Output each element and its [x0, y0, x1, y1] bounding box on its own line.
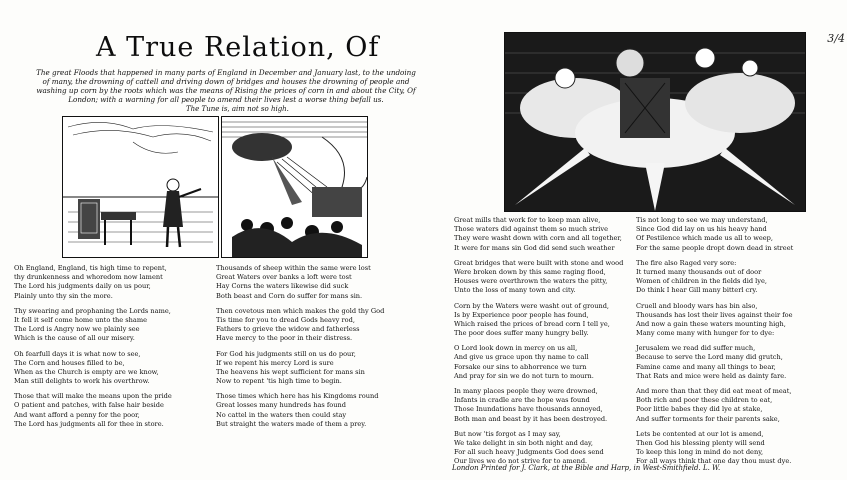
verse-line: For the same people dropt down dead in street	[636, 243, 794, 252]
verse-line: Forsake our sins to abhorrence we turn	[454, 362, 587, 371]
verse-column-2	[216, 264, 384, 429]
ballad-subtitle: The great Floods that happened in many parts of England in December and January last, to the undoing of many, the drowning of cattell and driving down of bridges and houses the drowning of people and washing up corn by the roots which was the means of Rising the prices of corn in and about the City, Of London; with a warning for all people to amend their lives lest a worse thing befall us.	[36, 68, 416, 104]
verse-line: Have mercy to the poor in their distress.	[216, 334, 353, 343]
verse-line: Fathers to grieve the widow and fatherless	[216, 325, 360, 334]
printer-imprint: London Printed for J. Clark, at the Bible and Harp, in West-Smithfield. L. W.	[452, 464, 721, 472]
verse-line: Jerusalem we read did suffer much,	[636, 344, 756, 353]
verse-line: Tis not long to see we may understand,	[636, 216, 768, 224]
verse-line: The Corn and houses filled to be,	[14, 358, 125, 367]
verse-line: The heavens his wept sufficient for mans sin	[216, 367, 365, 376]
verse-line: thy drunkenness and whoredom now lament	[14, 273, 163, 282]
verse-line: It were for mans sin God did send such weather	[454, 243, 615, 252]
verse-line: Cruell and bloody wars has bin also,	[636, 301, 758, 310]
verse-line: Those Inundations have thousands annoyed,	[454, 405, 603, 414]
verse-line: Oh England, England, tis high time to repent,	[14, 264, 167, 272]
verse-line: And give us grace upon thy name to call	[454, 353, 589, 362]
verse-line: But now 'tis forgot as I may say,	[454, 429, 561, 438]
verse-line: The Lord has judgments all for thee in store.	[14, 419, 164, 428]
verse-line: In many places people they were drowned,	[454, 387, 598, 395]
verse-column-4	[636, 216, 793, 467]
right-page	[432, 4, 842, 476]
verse-line: Then God his blessing plenty will send	[636, 438, 765, 447]
verse-line: But straight the waters made of them a prey.	[216, 419, 367, 428]
verse-line: Great Waters over banks a loft were tost	[216, 273, 352, 282]
verse-line: And now a gain these waters mounting high,	[636, 319, 786, 328]
verse-line: The poor does suffer many hungry belly.	[454, 329, 589, 338]
left-page	[6, 4, 426, 476]
verse-line: Then covetous men which makes the gold thy God	[216, 306, 385, 315]
verse-line: Man still delights to work his overthrow.	[14, 377, 150, 386]
verse-line: Tis time for you to dread Gods heavy rod,	[216, 315, 355, 324]
verse-line: Women of children in the fields did lye,	[636, 277, 768, 286]
verse-line: Famine came and many all things to bear,	[636, 362, 776, 371]
verse-line: For all ways think that one day thou must dye.	[636, 457, 792, 466]
verse-line: Both man and beast by it has been destroyed.	[454, 414, 608, 423]
verse-line: And want afford a penny for the poor,	[14, 410, 140, 419]
woodcut-indoor-scene	[62, 116, 219, 258]
verse-line: Great losses many hundreds has found	[216, 401, 346, 410]
verse-line: When as the Church is empty are we know,	[14, 367, 159, 376]
verse-line: Both rich and poor these children to eat,	[636, 396, 773, 405]
verse-line: Because to serve the Lord many did grutch,	[636, 353, 783, 362]
verse-line: Hay Corns the waters likewise did suck	[216, 282, 349, 291]
verse-line: Since God did lay on us his heavy hand	[636, 225, 767, 234]
verse-line: And pray for sin we do not turn to mourn.	[454, 371, 594, 380]
verse-line: Thy swearing and prophaning the Lords name,	[14, 306, 171, 315]
verse-column-3	[454, 216, 623, 467]
verse-line: For all such heavy Judgments God does send	[454, 448, 604, 457]
verse-line: Which is the cause of all our misery.	[14, 334, 135, 343]
verse-line: The Lord is Angry now we plainly see	[14, 325, 140, 334]
ballad-title: A True Relation, Of	[96, 32, 380, 63]
verse-line: The Lord his judgments daily on us pour,	[14, 282, 151, 291]
verse-line: Oh fearfull days it is what now to see,	[14, 349, 141, 358]
verse-line: Poor little babes they did lye at stake,	[636, 405, 763, 414]
verse-line: Thousands has lost their lives against their foe	[636, 310, 793, 319]
verse-line: They were washt down with corn and all together,	[454, 234, 622, 243]
verse-line: Unto the loss of many town and city.	[454, 286, 576, 295]
verse-line: Corn by the Waters were washt out of ground,	[454, 301, 610, 310]
verse-line: And suffer torments for their parents sake,	[636, 414, 780, 423]
verse-line: The fire also Raged very sore:	[636, 258, 737, 267]
verse-line: O patient and patches, with false hair beside	[14, 401, 164, 410]
tune-line: The Tune is, aim not so high.	[186, 105, 289, 113]
verse-line: Great mills that work for to keep man alive,	[454, 216, 601, 224]
verse-line: Which raised the prices of bread corn I tell ye,	[454, 319, 610, 328]
verse-line: Many come many with hunger for to dye:	[636, 329, 775, 338]
verse-line: Plainly unto thy sin the more.	[14, 291, 113, 300]
verse-line: Thousands of sheep within the same were lost	[216, 264, 371, 272]
verse-line: To keep this long in mind do not deny,	[636, 448, 764, 457]
woodcut-heavenly-vision	[504, 32, 806, 212]
verse-line: No cattel in the waters then could stay	[216, 410, 347, 419]
verse-line: Our lives we do not strive for to amend.	[454, 457, 588, 466]
page-number: 3/4	[827, 32, 845, 45]
verse-line: And more than that they did eat meat of meat,	[636, 387, 792, 395]
verse-line: Infants in cradle are the hope was found	[454, 396, 590, 405]
verse-line: We take delight in sin both night and day,	[454, 438, 593, 447]
verse-line: Now to repent 'tis high time to begin.	[216, 377, 342, 386]
verse-line: Houses were overthrown the waters the pitty,	[454, 277, 608, 286]
verse-line: For God his judgments still on us do pour,	[216, 349, 356, 358]
verse-line: It turned many thousands out of door	[636, 267, 762, 276]
verse-line: Great bridges that were built with stone and wood	[454, 258, 624, 267]
verse-line: It fell it self come home unto the shame	[14, 315, 147, 324]
verse-line: Those that will make the means upon the pride	[14, 392, 172, 401]
verse-line: O Lord look down in mercy on us all,	[454, 344, 578, 353]
verse-line: That Rats and mice were held as dainty fare.	[636, 371, 787, 380]
verse-column-1	[14, 264, 172, 429]
verse-line: Were broken down by this same raging flood,	[454, 267, 606, 276]
verse-line: Those waters did against them so much strive	[454, 225, 609, 234]
verse-line: Is by Experience poor people has found,	[454, 310, 589, 319]
verse-line: Both beast and Corn do suffer for mans sin.	[216, 291, 363, 300]
woodcut-storm-scene	[221, 116, 368, 258]
verse-line: Of Pestilence which made us all to weep,	[636, 234, 773, 243]
verse-line: Lets be contented at our lot is amend,	[636, 429, 764, 438]
verse-line: Do think I hear Gill many bitterl cry.	[636, 286, 758, 295]
verse-line: Those times which here has his Kingdoms round	[216, 392, 379, 401]
verse-line: If we repent his mercy Lord is sure	[216, 358, 334, 367]
